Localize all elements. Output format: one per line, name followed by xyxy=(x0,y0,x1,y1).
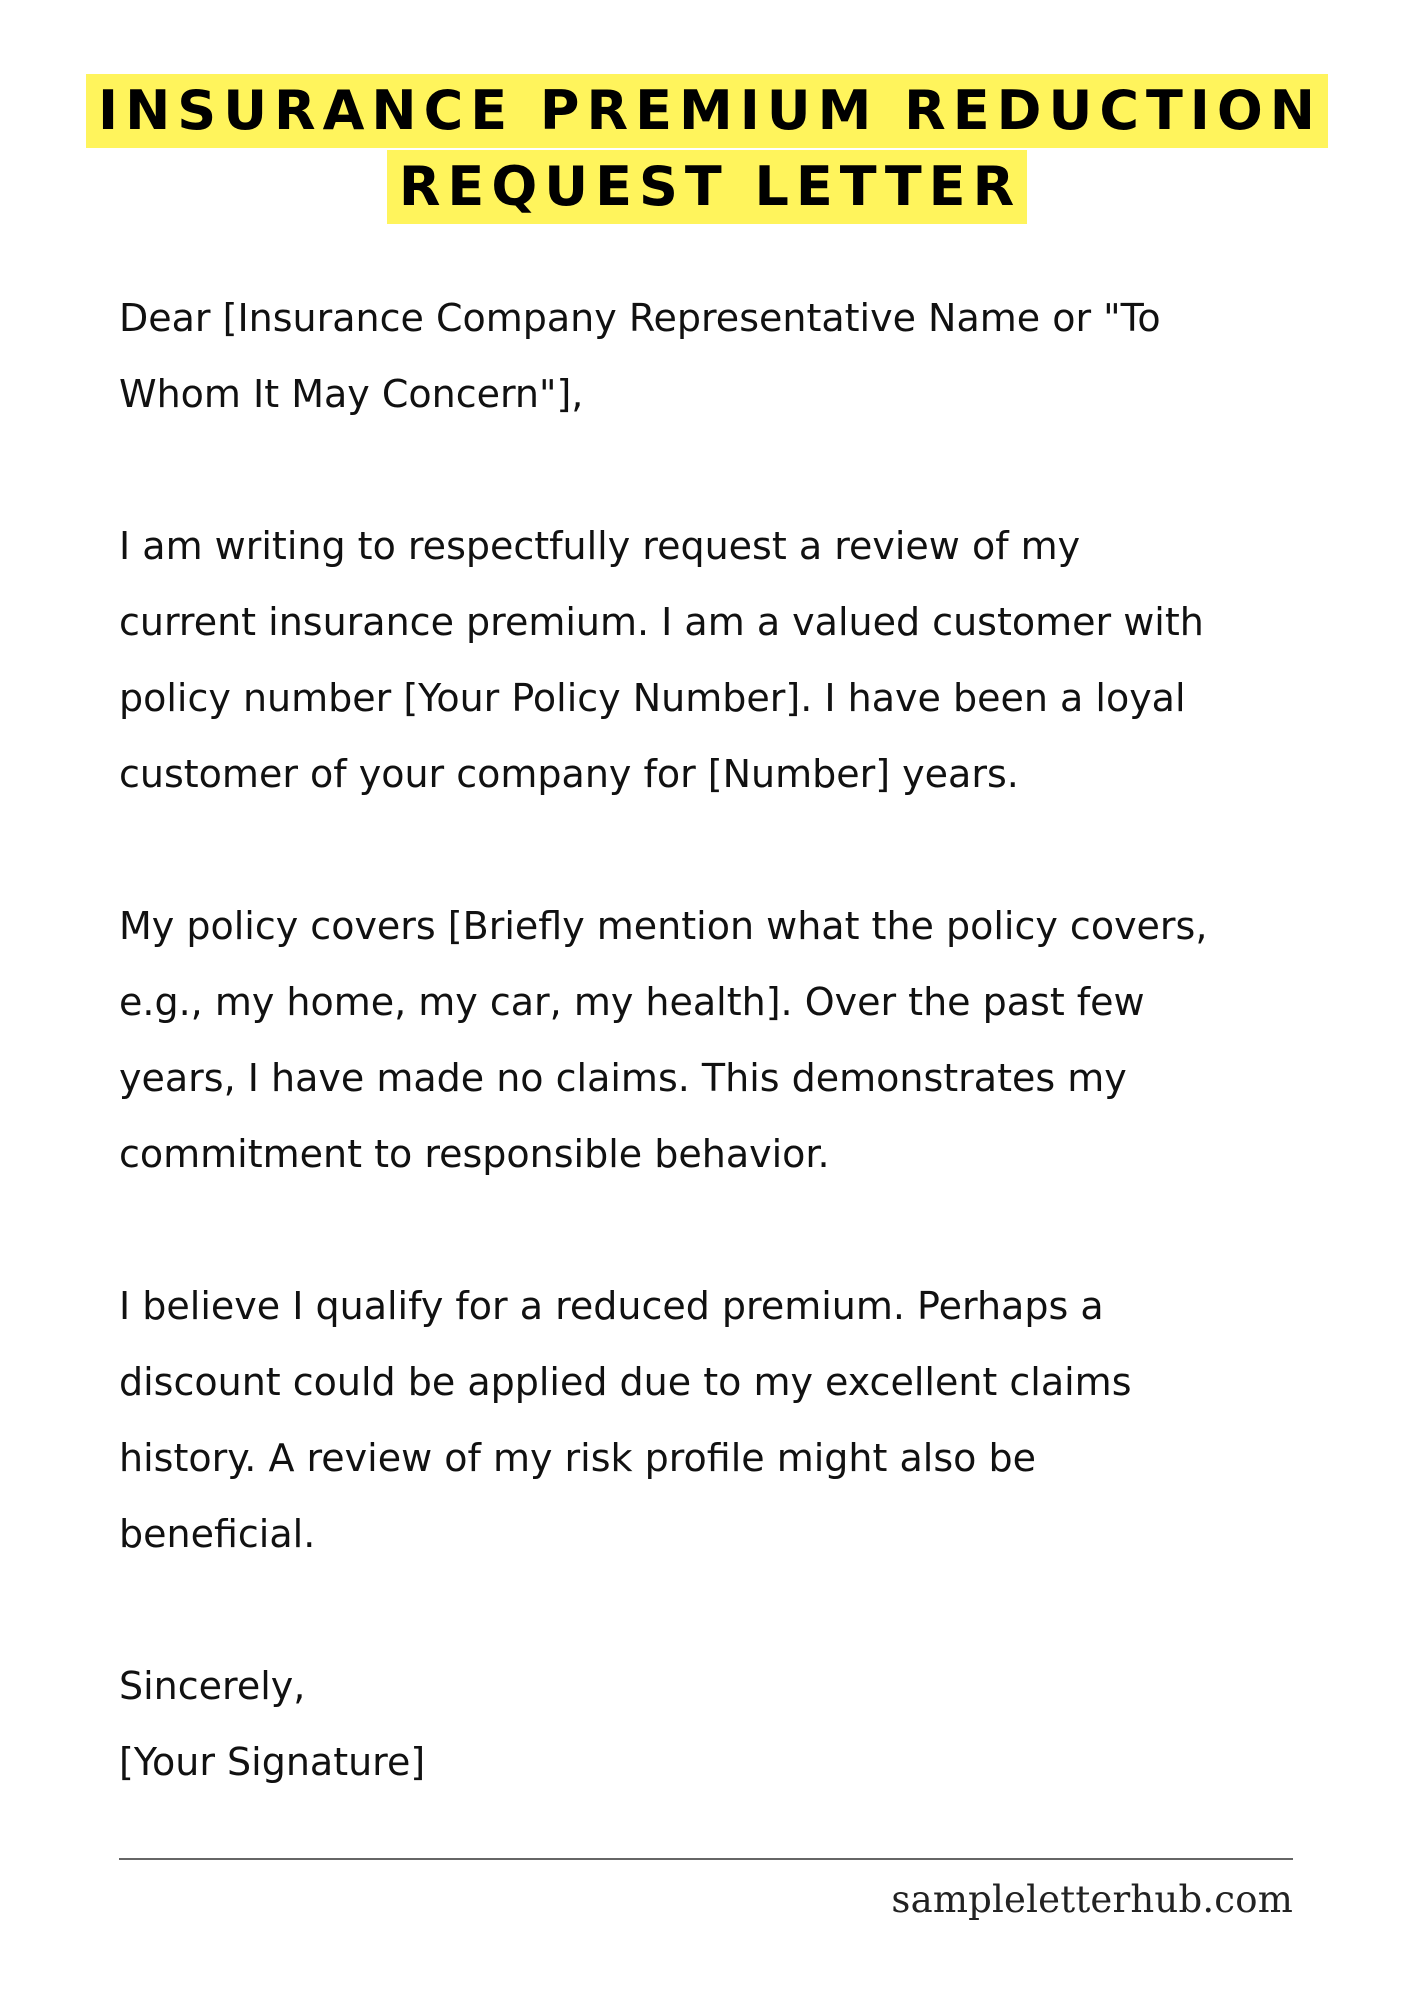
paragraph-line: My policy covers [Briefly mention what the policy covers, xyxy=(119,904,1208,948)
title-line-1: INSURANCE PREMIUM REDUCTION xyxy=(86,74,1328,148)
closing-block xyxy=(119,1648,1359,1800)
paragraph-line: I believe I qualify for a reduced premium. Perhaps a xyxy=(119,1284,1104,1328)
paragraph-line: beneficial. xyxy=(119,1512,316,1556)
letter-body xyxy=(119,280,1359,1800)
paragraph-line: current insurance premium. I am a valued customer with xyxy=(119,600,1204,644)
paragraph-line: commitment to responsible behavior. xyxy=(119,1132,830,1176)
closing-text: Sincerely, xyxy=(119,1664,306,1708)
paragraph-request xyxy=(119,508,1359,812)
salutation-line: Whom It May Concern"], xyxy=(119,372,584,416)
paragraph-coverage xyxy=(119,888,1359,1192)
salutation-line: Dear [Insurance Company Representative Name or "To xyxy=(119,296,1161,340)
paragraph-line: I am writing to respectfully request a review of my xyxy=(119,524,1081,568)
paragraph-line: years, I have made no claims. This demonstrates my xyxy=(119,1056,1127,1100)
footer-divider xyxy=(119,1858,1293,1860)
letter-title xyxy=(0,74,1414,224)
title-line-2: REQUEST LETTER xyxy=(387,150,1027,224)
paragraph-qualification xyxy=(119,1268,1359,1572)
paragraph-line: discount could be applied due to my excellent claims xyxy=(119,1360,1132,1404)
site-watermark: sampleletterhub.com xyxy=(891,1878,1293,1921)
paragraph-line: customer of your company for [Number] years. xyxy=(119,752,1019,796)
salutation xyxy=(119,280,1359,432)
paragraph-line: policy number [Your Policy Number]. I have been a loyal xyxy=(119,676,1186,720)
signature-placeholder: [Your Signature] xyxy=(119,1740,426,1784)
paragraph-line: e.g., my home, my car, my health]. Over the past few xyxy=(119,980,1145,1024)
paragraph-line: history. A review of my risk profile might also be xyxy=(119,1436,1036,1480)
